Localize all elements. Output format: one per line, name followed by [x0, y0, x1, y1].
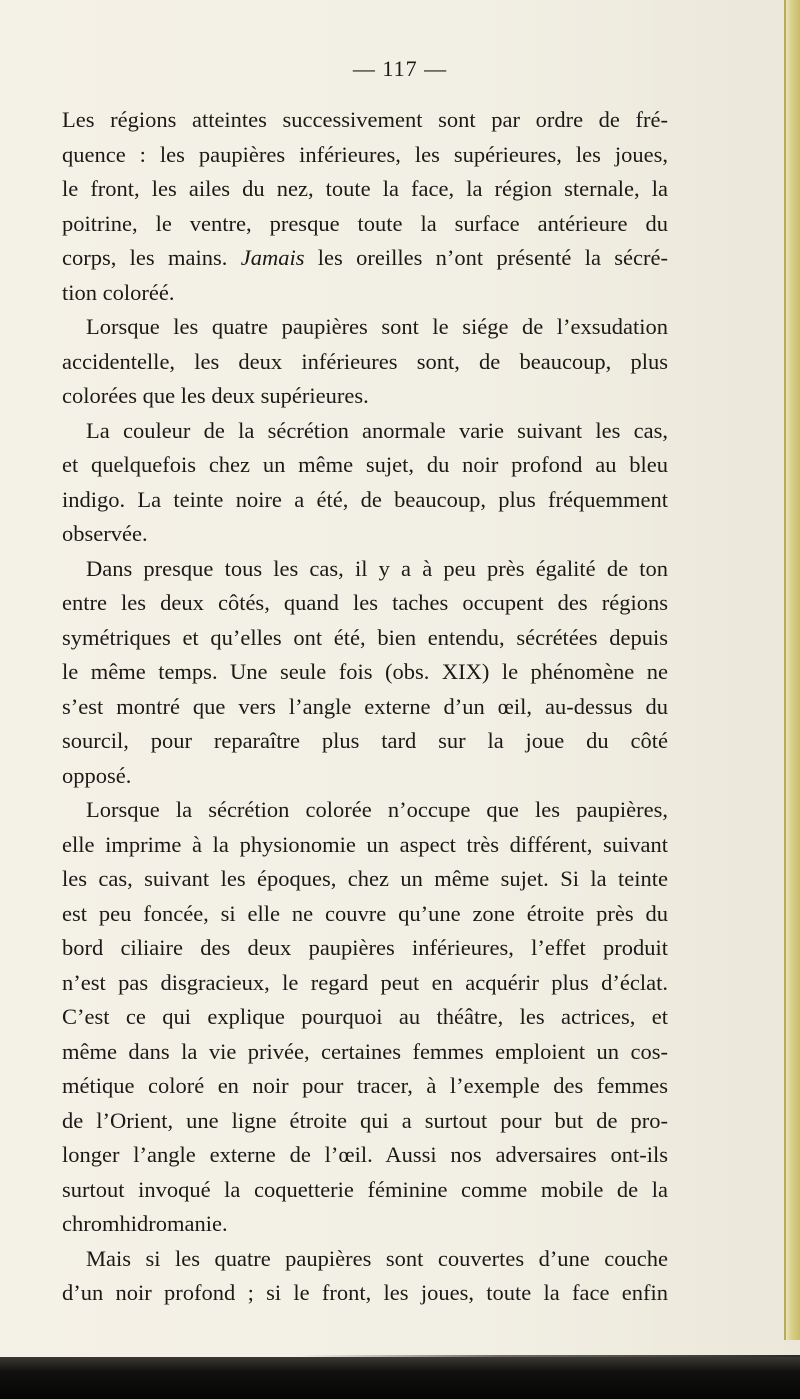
text-line: le front, les ailes du nez, toute la face, la région sternale, la: [62, 176, 668, 201]
text-line: Les régions atteintes successivement sont par ordre de fré-: [62, 107, 668, 132]
text-line: les cas, suivant les époques, chez un même sujet. Si la teinte: [62, 866, 668, 891]
text-line: quence : les paupières inférieures, les supérieures, les joues,: [62, 141, 668, 167]
text-line: C’est ce qui explique pourquoi au théâtre, les actrices, et: [62, 1004, 668, 1029]
page-edge-shadow: [784, 0, 800, 1340]
text-line: longer l’angle externe de l’œil. Aussi nos adversaires ont-ils: [62, 1142, 668, 1167]
text-line: elle imprime à la physionomie un aspect très différent, suivant: [62, 831, 668, 857]
text-line: Mais si les quatre paupières sont couvertes d’une couche: [86, 1245, 668, 1271]
text-fragment: les oreilles n’ont présenté la sécré-: [317, 245, 668, 270]
text-line: Dans presque tous les cas, il y a à peu près égalité de ton: [86, 555, 668, 581]
text-line: le même temps. Une seule fois (obs. XIX) le phénomène ne: [62, 659, 668, 684]
text-line: indigo. La teinte noire a été, de beaucoup, plus fréquemment: [62, 486, 668, 512]
text-line: opposé.: [62, 762, 132, 788]
body-text: [62, 103, 668, 1311]
text-line: chromhidromanie.: [62, 1211, 228, 1236]
text-line: [62, 241, 668, 276]
text-line: s’est montré que vers l’angle externe d’un œil, au-dessus du: [62, 693, 668, 719]
text-line: tion coloréé.: [62, 279, 175, 305]
text-line: La couleur de la sécrétion anormale varie suivant les cas,: [86, 417, 668, 443]
text-line: surtout invoqué la coquetterie féminine comme mobile de la: [62, 1176, 668, 1202]
text-line: métique coloré en noir pour tracer, à l’exemple des femmes: [62, 1073, 668, 1098]
text-line: et quelquefois chez un même sujet, du noir profond au bleu: [62, 452, 668, 477]
text-line: Lorsque la sécrétion colorée n’occupe que les paupières,: [86, 797, 668, 822]
text-line: accidentelle, les deux inférieures sont, de beaucoup, plus: [62, 348, 668, 374]
text-fragment: corps, les mains.: [62, 245, 228, 270]
scan-bottom-border: [0, 1357, 800, 1399]
text-line: de l’Orient, une ligne étroite qui a surtout pour but de pro-: [62, 1107, 668, 1133]
text-line: colorées que les deux supérieures.: [62, 383, 369, 408]
text-line: Lorsque les quatre paupières sont le siége de l’exsudation: [86, 314, 668, 339]
text-line: sourcil, pour reparaître plus tard sur la joue du côté: [62, 728, 668, 753]
text-line: d’un noir profond ; si le front, les joues, toute la face enfin: [62, 1280, 668, 1305]
text-line: même dans la vie privée, certaines femmes emploient un cos-: [62, 1038, 668, 1064]
text-line: entre les deux côtés, quand les taches occupent des régions: [62, 590, 668, 615]
text-line: bord ciliaire des deux paupières inférieures, l’effet produit: [62, 935, 668, 960]
text-line: poitrine, le ventre, presque toute la surface antérieure du: [62, 210, 668, 236]
text-line: symétriques et qu’elles ont été, bien entendu, sécrétées depuis: [62, 624, 668, 650]
text-line: n’est pas disgracieux, le regard peut en acquérir plus d’éclat.: [62, 969, 668, 995]
page-number: — 117 —: [352, 56, 448, 81]
italic-word: Jamais: [240, 245, 305, 270]
text-line: observée.: [62, 521, 148, 546]
text-line: est peu foncée, si elle ne couvre qu’une zone étroite près du: [62, 900, 668, 926]
